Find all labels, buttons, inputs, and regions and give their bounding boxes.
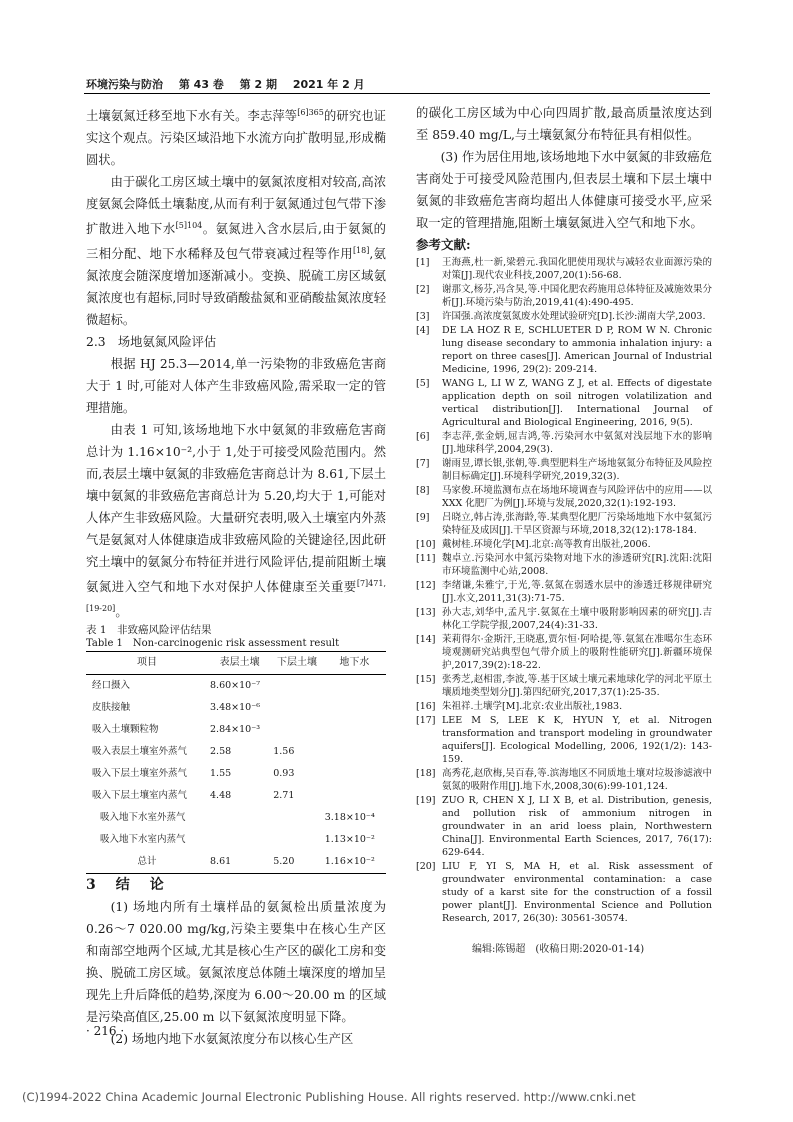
reference-text: 朱祖祥.土壤学[M].北京:农业出版社,1983. bbox=[442, 701, 623, 712]
reference-number: [14] bbox=[416, 634, 436, 645]
pub-date: 2021 年 2 月 bbox=[292, 78, 365, 91]
table-cell bbox=[323, 675, 386, 698]
reference-text: 王海燕,杜一新,梁碧元.我国化肥使用现状与减轻农业面源污染的对策[J].现代农业科技,2007,20(1):56-68. bbox=[442, 257, 712, 281]
table-cell: 8.61 bbox=[210, 856, 232, 868]
copyright-footer: (C)1994-2022 China Academic Journal Electronic Publishing House. All rights reserved. http://www.cnki.net bbox=[22, 1090, 636, 1104]
reference-number: [7] bbox=[416, 458, 430, 469]
table-cell: 4.48 bbox=[210, 790, 232, 802]
table-row bbox=[86, 763, 386, 785]
reference-number: [8] bbox=[416, 485, 430, 496]
table-cell bbox=[323, 785, 386, 807]
reference-item bbox=[416, 324, 712, 376]
reference-text: 戴树桂.环境化学[M].北京:高等教育出版社,2006. bbox=[442, 539, 651, 550]
reference-item bbox=[416, 794, 712, 859]
reference-item bbox=[416, 714, 712, 766]
reference-item bbox=[416, 484, 712, 510]
reference-number: [17] bbox=[416, 715, 436, 726]
reference-item bbox=[416, 538, 712, 551]
table-row bbox=[86, 697, 386, 719]
paragraph: 由于碳化工房区域土壤中的氨氮浓度相对较高,高浓度氨氮会降低土壤黏度,从而有利于氨氮通过包气带下渗扩散进入地下水$^{[5]104}$。氨氮进入含水层后,由于氨氮的三相分配、地下水稀释及包气带衰减过程等作用[18],氨氮浓度会随深度增加逐渐减小。变换、脱硫工房区域氨氮浓度也有超标,同时导致硝酸盐氮和亚硝酸盐氮浓度轻微超标。 bbox=[86, 175, 386, 328]
table-header-row bbox=[86, 652, 386, 675]
table-caption-en: Table 1 Non-carcinogenic risk assessment result bbox=[86, 638, 340, 650]
table-cell bbox=[323, 719, 386, 741]
reference-item bbox=[416, 673, 712, 699]
table-cell: 5.20 bbox=[273, 856, 295, 868]
reference-number: [13] bbox=[416, 607, 436, 618]
table-cell: 2.58 bbox=[210, 746, 232, 758]
reference-item bbox=[416, 700, 712, 713]
editor-note: 编辑:陈锡超 (收稿日期:2020-01-14) bbox=[472, 944, 645, 955]
reference-number: [12] bbox=[416, 580, 436, 591]
reference-text: LIU F, YI S, MA H, et al. Risk assessment of groundwater environmental contamination: a case study of a karst site for the construction of a fossil power plant[J]. Environmental Science and Pollution Research, 2017, 26(30): 30561-30574. bbox=[442, 861, 712, 924]
reference-number: [9] bbox=[416, 512, 430, 523]
reference-item bbox=[416, 430, 712, 456]
reference-number: [1] bbox=[416, 257, 430, 268]
table-cell bbox=[271, 719, 323, 741]
table-cell: 1.56 bbox=[273, 746, 295, 758]
citation: [18] bbox=[352, 246, 370, 256]
paragraph: 的碳化工房区域为中心向四周扩散,最高质量浓度达到至 859.40 mg/L,与土壤氨氮分布特征具有相似性。 bbox=[416, 106, 712, 142]
reference-item bbox=[416, 310, 712, 323]
table-cell bbox=[208, 829, 271, 851]
table-cell bbox=[271, 829, 323, 851]
table-cell: 3.48×10⁻⁶ bbox=[210, 702, 261, 714]
paragraph: (3) 作为居住用地,该场地地下水中氨氮的非致癌危害商处于可接受风险范围内,但表层土壤和下层土壤中氨氮的非致癌危害商均超出人体健康可接受水平,应采取一定的管理措施,阻断土壤氨氮进入空气和地下水。 bbox=[416, 150, 712, 230]
reference-text: 高秀花,赵欣梅,吴百春,等.滨海地区不同质地土壤对垃圾渗滤液中氨氮的吸附作用[J].地下水,2008,30(6):99-101,124. bbox=[442, 768, 712, 792]
table-header: 项目 bbox=[137, 657, 157, 669]
issue: 第 2 期 bbox=[239, 78, 277, 91]
reference-text: 许国强.高浓度氨氮废水处理试验研究[D].长沙:湖南大学,2003. bbox=[442, 311, 706, 322]
risk-table bbox=[86, 651, 386, 874]
reference-number: [20] bbox=[416, 861, 436, 872]
section-heading: 2.3 场地氨氮风险评估 bbox=[86, 335, 217, 350]
reference-text: 吕晓立,韩占涛,张海龄,等.某典型化肥厂污染场地地下水中氨氮污染特征及成因[J].干旱区资源与环境,2018,32(12):178-184. bbox=[442, 512, 712, 536]
section-heading: 3 结 论 bbox=[86, 877, 167, 894]
table-row-label: 经口摄入 bbox=[92, 680, 131, 692]
table-row bbox=[86, 741, 386, 763]
reference-number: [4] bbox=[416, 325, 430, 336]
table-cell bbox=[271, 807, 323, 829]
volume: 第 43 卷 bbox=[178, 78, 224, 91]
paragraph: 根据 HJ 25.3—2014,单一污染物的非致癌危害商大于 1 时,可能对人体产生非致癌风险,需采取一定的管理措施。 bbox=[86, 357, 386, 416]
table-row-label: 吸入表层土壤室外蒸气 bbox=[92, 746, 188, 758]
reference-item bbox=[416, 283, 712, 309]
right-column bbox=[416, 102, 712, 961]
table-cell: 1.55 bbox=[210, 768, 232, 780]
left-column bbox=[86, 102, 386, 1050]
table-row-label: 吸入地下水室外蒸气 bbox=[100, 812, 186, 824]
table-row-label: 总计 bbox=[137, 856, 157, 868]
header-rule bbox=[84, 93, 710, 94]
table-cell: 2.84×10⁻³ bbox=[210, 724, 261, 736]
reference-item bbox=[416, 633, 712, 672]
citation: [6]365 bbox=[297, 108, 324, 117]
table-row-label: 吸入下层土壤室外蒸气 bbox=[92, 768, 188, 780]
table-cell: 8.60×10⁻⁷ bbox=[210, 680, 261, 692]
table-cell bbox=[271, 697, 323, 719]
reference-text: 李绪谦,朱雅宁,于光,等.氨氮在弱透水层中的渗透迁移规律研究[J].水文,2011,31(3):71-75. bbox=[442, 580, 712, 604]
citation: [5]104 bbox=[175, 221, 203, 231]
reference-number: [10] bbox=[416, 539, 436, 550]
table-header: 下层土壤 bbox=[276, 657, 317, 669]
reference-number: [18] bbox=[416, 768, 436, 779]
reference-text: 谢那文,杨芬,冯含昊,等.中国化肥农药施用总体特征及减施效果分析[J].环境污染与防治,2019,41(4):490-495. bbox=[442, 284, 712, 308]
table-cell: 1.16×10⁻² bbox=[324, 856, 375, 868]
reference-item bbox=[416, 552, 712, 578]
table-cell: 3.18×10⁻⁴ bbox=[324, 812, 375, 824]
table-cell: 2.71 bbox=[273, 790, 295, 802]
reference-text: LEE M S, LEE K K, HYUN Y, et al. Nitrogen transformation and transport modeling in groundwater aquifers[J]. Ecological Modelling, 2006, 192(1/2): 143-159. bbox=[442, 715, 712, 765]
reference-number: [2] bbox=[416, 284, 430, 295]
table-cell bbox=[208, 807, 271, 829]
table-cell bbox=[323, 697, 386, 719]
reference-item bbox=[416, 860, 712, 925]
table-row bbox=[86, 807, 386, 829]
table-row bbox=[86, 785, 386, 807]
running-header bbox=[86, 76, 706, 92]
table-row-label: 吸入地下水室内蒸气 bbox=[100, 834, 186, 846]
reference-text: 马家俊.环境监测布点在场地环境调查与风险评估中的应用——以 XXX 化肥厂为例[J].环境与发展,2020,32(1):192-193. bbox=[442, 485, 712, 509]
table-row bbox=[86, 675, 386, 698]
reference-item bbox=[416, 767, 712, 793]
table-row-label: 吸入下层土壤室内蒸气 bbox=[92, 790, 188, 802]
paragraph: 由表 1 可知,该场地地下水中氨氮的非致癌危害商总计为 1.16×10⁻²,小于 1,处于可接受风险范围内。然而,表层土壤中氨氮的非致癌危害商总计为 8.61,下层土壤中氨氮的非致癌危害商总计为 5.20,均大于 1,可能对人体产生非致癌风险。大量研究表明,吸入土壤室内外蒸气是氨氮对人体健康造成非致癌风险的关键途径,因此研究土壤中的氨氮分布特征并进行风险评估,提前阻断土壤氨氮进入空气和地下水对保护人体健康至关重要[7]471,[19-20]。 bbox=[86, 423, 386, 620]
reference-text: 孙大志,刘华中,孟凡宇.氨氮在土壤中吸附影响因素的研究[J].吉林化工学院学报,2007,24(4):31-33. bbox=[442, 607, 712, 631]
reference-text: 魏卓立.污染河水中氮污染物对地下水的渗透研究[R].沈阳:沈阳市环境监测中心站,2008. bbox=[442, 553, 712, 577]
reference-item bbox=[416, 606, 712, 632]
reference-number: [19] bbox=[416, 795, 436, 806]
reference-item bbox=[416, 579, 712, 605]
table-header: 地下水 bbox=[339, 657, 370, 669]
table-cell: 1.13×10⁻² bbox=[324, 834, 375, 846]
table-row bbox=[86, 851, 386, 874]
table-row bbox=[86, 829, 386, 851]
reference-number: [3] bbox=[416, 311, 430, 322]
journal-name: 环境污染与防治 bbox=[86, 78, 163, 91]
reference-item bbox=[416, 377, 712, 429]
table-row-label: 皮肤接触 bbox=[92, 702, 131, 714]
table-row-label: 吸入土壤颗粒物 bbox=[92, 724, 159, 736]
reference-text: 谢雨昱,谭长银,张朝,等.典型肥料生产场地氨氮分布特征及风险控制目标确定[J].环境科学研究,2019,32(3). bbox=[442, 458, 712, 482]
reference-item bbox=[416, 511, 712, 537]
table-cell: 0.93 bbox=[273, 768, 295, 780]
table-header: 表层土壤 bbox=[219, 657, 260, 669]
table-row bbox=[86, 719, 386, 741]
reference-number: [6] bbox=[416, 431, 430, 442]
table-caption: 表 1 非致癌风险评估结果 bbox=[86, 624, 212, 637]
reference-text: 李志萍,张金炳,屈吉鸿,等.污染河水中氨氮对浅层地下水的影响[J].地球科学,2004,29(3). bbox=[442, 431, 712, 455]
reference-text: 茉莉得尔·金斯汗,王晓惠,贾尔恒·阿哈提,等.氨氮在准噶尔生态环境观测研究站典型包气带介质上的吸附性能研究[J].新疆环境保护,2017,39(2):18-22. bbox=[442, 634, 712, 671]
reference-number: [5] bbox=[416, 378, 430, 389]
references-heading: 参考文献: bbox=[416, 237, 471, 252]
citation: [7]471,[19-20] bbox=[86, 579, 386, 614]
table-cell bbox=[323, 741, 386, 763]
reference-text: DE LA HOZ R E, SCHLUETER D P, ROM W N. Chronic lung disease secondary to ammonia inhalation injury: a report on three cases[J]. American Journal of Industrial Medicine, 1996, 29(2): 209-214. bbox=[442, 325, 712, 375]
reference-item bbox=[416, 457, 712, 483]
reference-number: [11] bbox=[416, 553, 436, 564]
paragraph: (1) 场地内所有土壤样品的氨氮检出质量浓度为 0.26～7 020.00 mg/kg,污染主要集中在核心生产区和南部空地两个区域,尤其是核心生产区的碳化工房和变换、脱硫工房区域。氨氮浓度总体随土壤深度的增加呈现先上升后降低的趋势,深度为 6.00～20.00 m 的区域是污染高值区,25.00 m 以下氨氮浓度明显下降。 bbox=[86, 900, 386, 1025]
reference-number: [16] bbox=[416, 701, 436, 712]
reference-item bbox=[416, 256, 712, 282]
reference-number: [15] bbox=[416, 674, 436, 685]
page-number: · 216 · bbox=[86, 1024, 125, 1038]
reference-text: ZUO R, CHEN X J, LI X B, et al. Distribution, genesis, and pollution risk of ammonium nitrogen in groundwater in an arid loess plain, Northwestern China[J]. Environmental Earth Sciences, 2017, 76(17): 629-644. bbox=[442, 795, 712, 858]
reference-text: 张秀芝,赵相雷,李波,等.基于区域土壤元素地球化学的河北平原土壤质地类型划分[J].第四纪研究,2017,37(1):25-35. bbox=[442, 674, 712, 698]
table-cell bbox=[323, 763, 386, 785]
references-list bbox=[416, 256, 712, 925]
paragraph: (2) 场地内地下水氨氮浓度分布以核心生产区 bbox=[110, 1032, 354, 1047]
table-cell bbox=[271, 675, 323, 698]
paragraph: 土壤氨氮迁移至地下水有关。李志萍等$^{[6]365}$的研究也证实这个观点。污染区域沿地下水流方向扩散明显,形成椭圆状。 bbox=[86, 108, 386, 168]
reference-text: WANG L, LI W Z, WANG Z J, et al. Effects of digestate application depth on soil nitrogen volatilization and vertical distribution[J]. International Journal of Agricultural and Biological Engineering, 2016, 9(5). bbox=[442, 378, 712, 428]
